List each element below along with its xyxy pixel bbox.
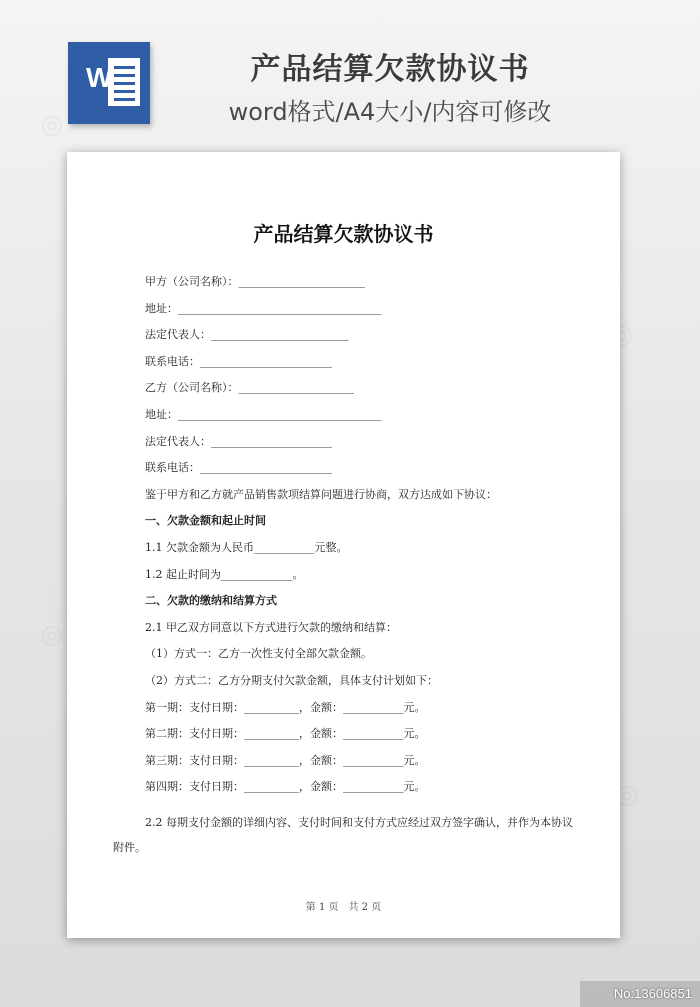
watermark [34, 106, 69, 143]
option-line: （2）方式二：乙方分期支付欠款金额，具体支付计划如下： [145, 673, 438, 687]
installment-line: 第一期：支付日期：__________，金额：___________元。 [145, 700, 426, 714]
document-page [67, 152, 620, 938]
party-a-address-line: 地址：_____________________________________ [145, 301, 382, 315]
document-sheet-icon [108, 58, 140, 106]
installment-line: 第四期：支付日期：__________，金额：___________元。 [145, 780, 426, 794]
word-icon [68, 42, 150, 124]
section-heading: 二、欠款的缴纳和结算方式 [145, 594, 277, 608]
option-line: （1）方式一：乙方一次性支付全部欠款金额。 [145, 647, 372, 661]
clause-paragraph-continuation: 附件。 [113, 840, 146, 854]
clause-line: 1.2 起止时间为_____________。 [145, 567, 304, 581]
clause-paragraph-first: 2.2 每期支付金额的详细内容、支付时间和支付方式应经过双方签字确认，并作为本协议 [145, 815, 573, 829]
image-id-label: No:13606851 [613, 986, 692, 1001]
clause-line: 1.1 欠款金额为人民币___________元整。 [145, 540, 348, 554]
watermark [34, 616, 69, 653]
party-b-address-line: 地址：_____________________________________ [145, 407, 382, 421]
party-a-representative-line: 法定代表人：_________________________ [145, 328, 349, 342]
clause-paragraph [113, 810, 585, 860]
party-b-name-line: 乙方（公司名称）：_____________________ [145, 381, 354, 395]
section-heading: 一、欠款金额和起止时间 [145, 514, 266, 528]
page-title: 产品结算欠款协议书 [250, 52, 530, 87]
page-subtitle: word格式/A4大小/内容可修改 [228, 98, 552, 126]
party-a-name-line: 甲方（公司名称）：_______________________ [145, 275, 365, 288]
document-body [113, 274, 585, 860]
installment-line: 第二期：支付日期：__________，金额：___________元。 [145, 727, 426, 741]
clause-line: 2.1 甲乙双方同意以下方式进行欠款的缴纳和结算： [145, 620, 397, 634]
installment-line: 第三期：支付日期：__________，金额：___________元。 [145, 753, 426, 767]
party-a-phone-line: 联系电话：________________________ [145, 354, 332, 368]
preamble-line: 鉴于甲方和乙方就产品销售款项结算问题进行协商，双方达成如下协议： [145, 487, 497, 501]
party-b-phone-line: 联系电话：________________________ [145, 461, 332, 475]
page-number-footer: 第 1 页 共 2 页 [305, 902, 382, 913]
word-letter: W [86, 62, 113, 93]
party-b-representative-line: 法定代表人：______________________ [145, 434, 332, 448]
document-title: 产品结算欠款协议书 [253, 222, 434, 246]
